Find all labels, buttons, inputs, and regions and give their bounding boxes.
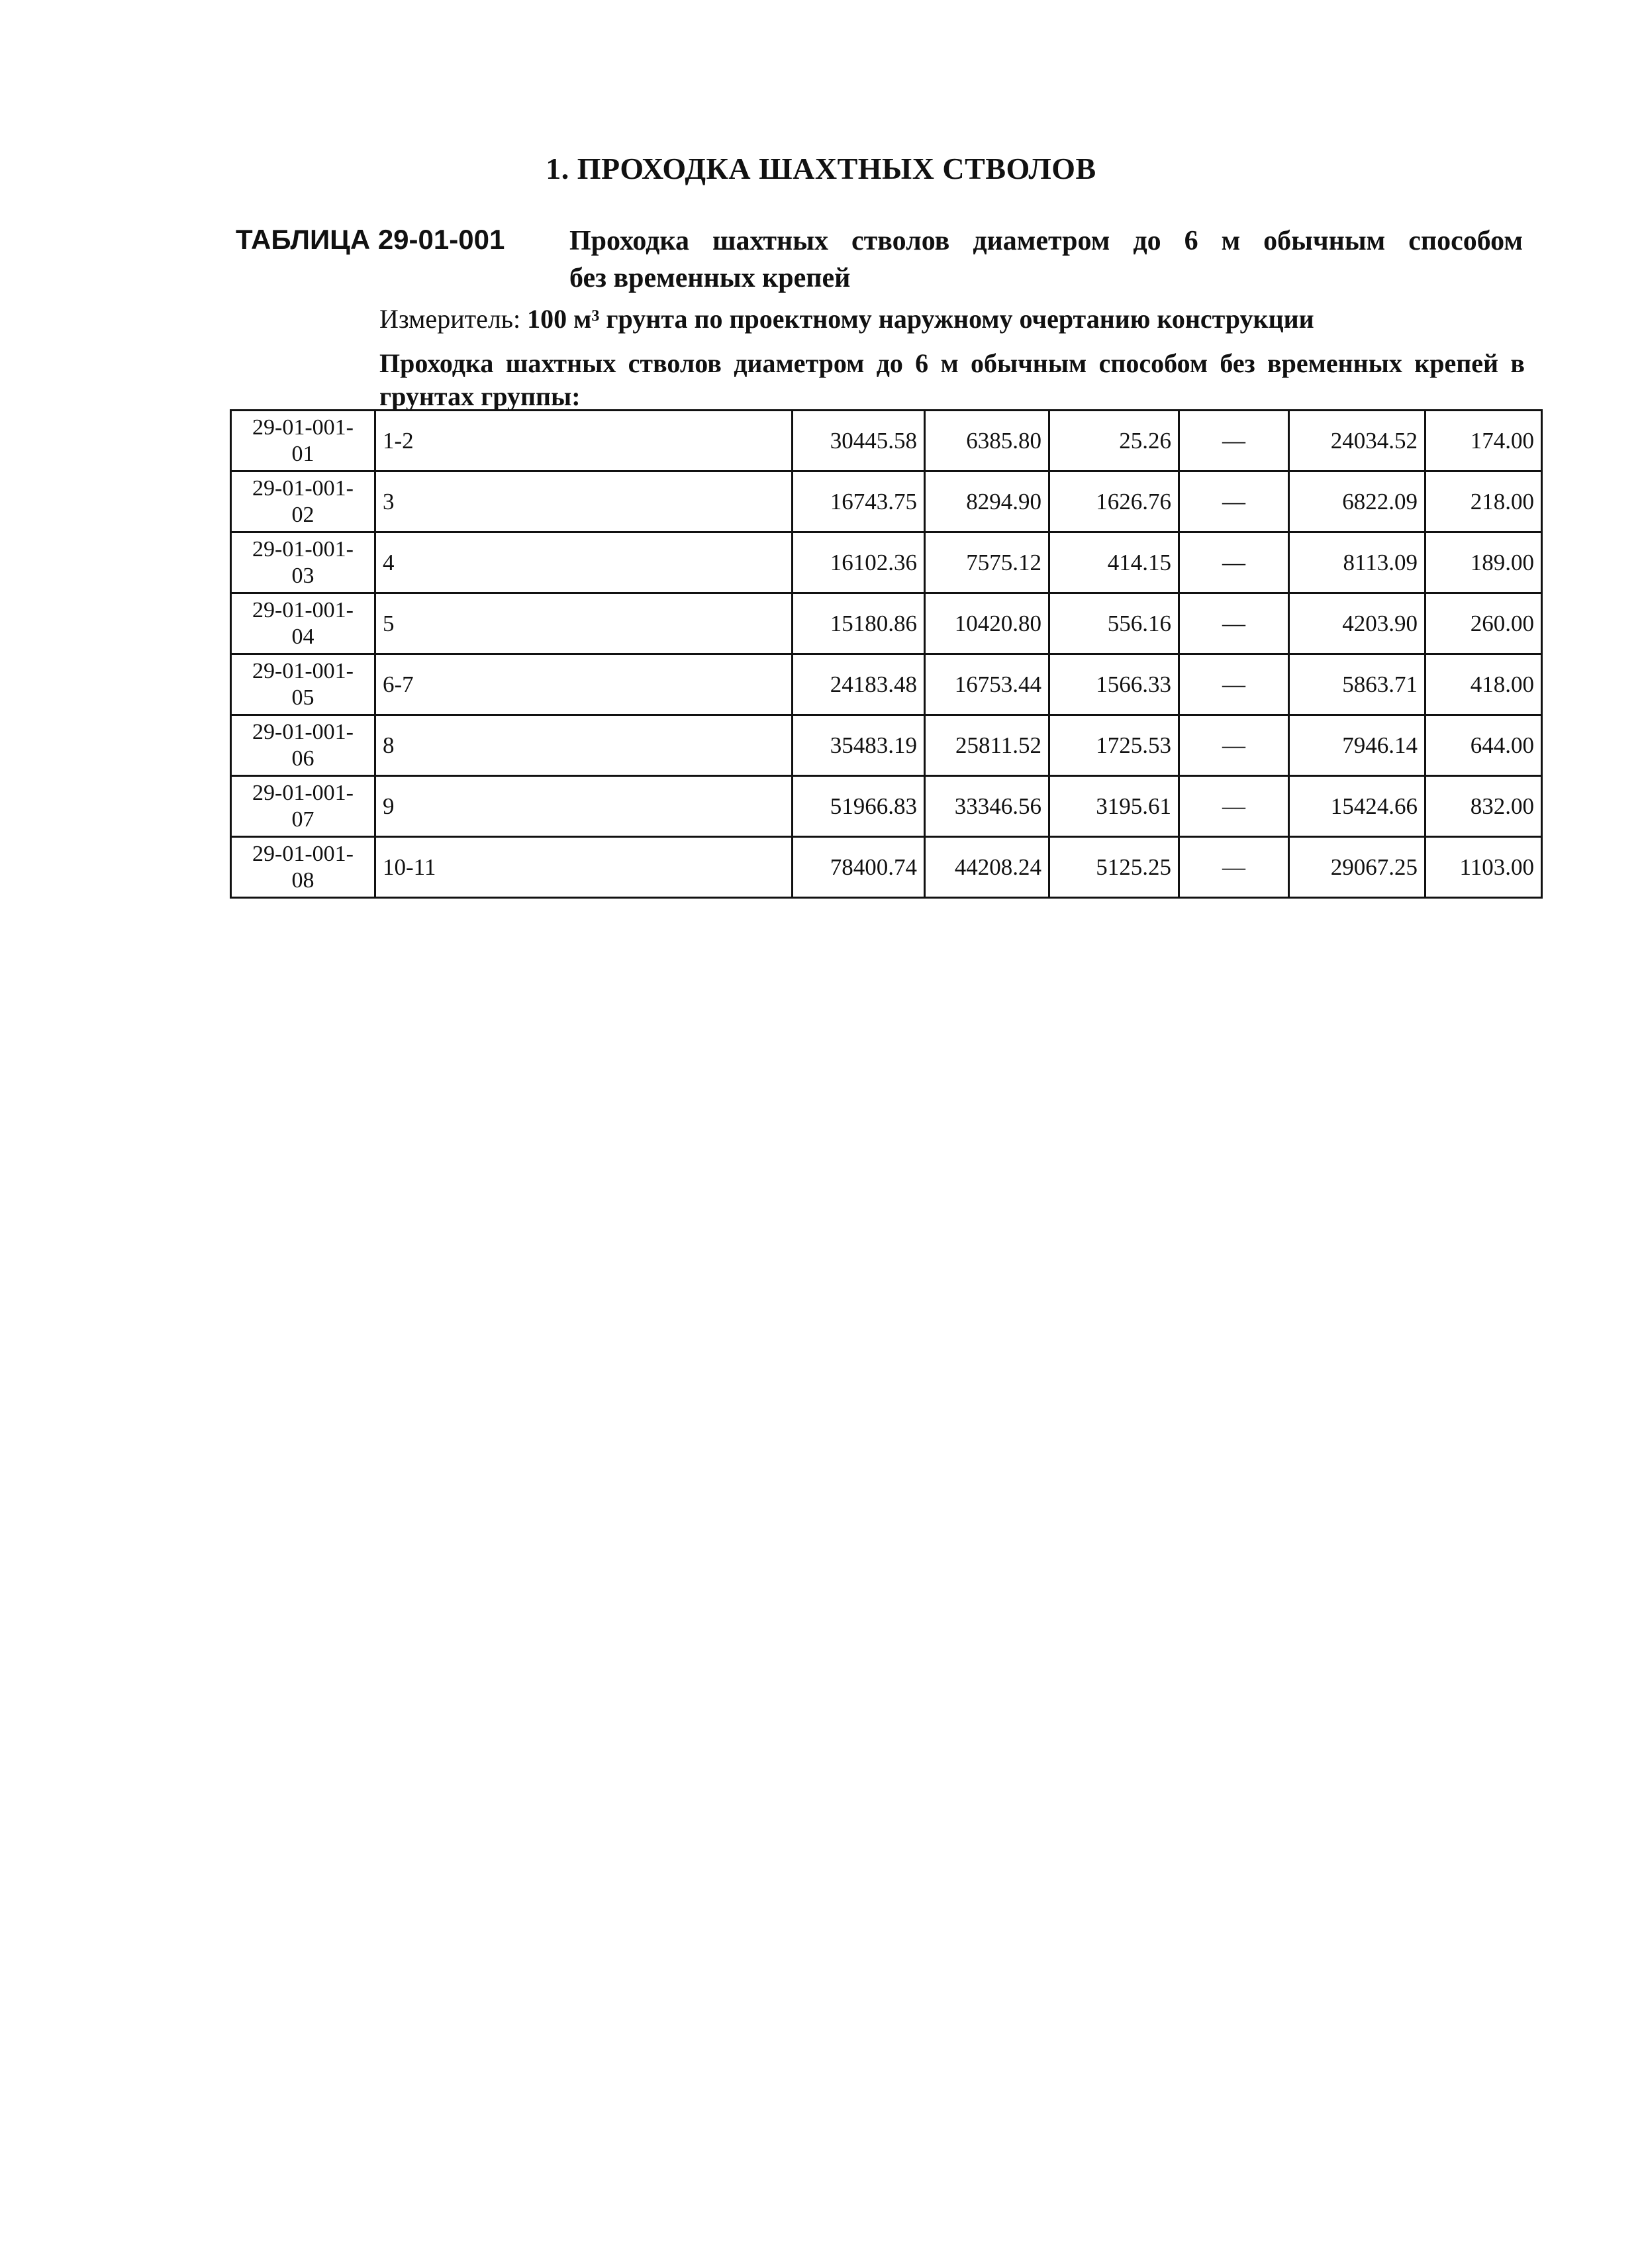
table-caption-line-2: без временных крепей [569,263,851,293]
value-cell-3: 25.26 [1049,411,1179,471]
value-cell-1: 35483.19 [793,715,925,776]
measure-line [379,303,1314,334]
soil-group-cell: 1-2 [375,411,793,471]
value-cell-3: 414.15 [1049,532,1179,593]
value-cell-6: 218.00 [1425,471,1542,532]
value-cell-5: 6822.09 [1289,471,1425,532]
value-cell-2: 44208.24 [925,837,1049,898]
code-prefix: 29-01-001- [252,597,354,622]
value-cell-6: 260.00 [1425,593,1542,654]
value-cell-1: 51966.83 [793,776,925,837]
measure-unit: 100 м³ грунта по проектному наружному очертанию конструкции [527,304,1314,334]
code-prefix: 29-01-001- [252,536,354,562]
code-prefix: 29-01-001- [252,719,354,744]
table-code: ТАБЛИЦА 29-01-001 [236,224,505,255]
norms-table-body [231,411,1542,898]
value-cell-6: 1103.00 [1425,837,1542,898]
soil-group-cell: 8 [375,715,793,776]
code-suffix: 07 [291,807,314,832]
value-cell-3: 3195.61 [1049,776,1179,837]
value-cell-2: 33346.56 [925,776,1049,837]
value-cell-4: — [1179,654,1289,715]
value-cell-1: 16102.36 [793,532,925,593]
measure-label: Измеритель: [379,304,521,334]
value-cell-1: 24183.48 [793,654,925,715]
subheading [379,347,1525,413]
code-suffix: 03 [291,563,314,588]
value-cell-6: 189.00 [1425,532,1542,593]
value-cell-3: 1626.76 [1049,471,1179,532]
value-cell-4: — [1179,776,1289,837]
code-suffix: 01 [291,441,314,466]
code-cell [231,776,375,837]
code-prefix: 29-01-001- [252,658,354,683]
soil-group-cell: 3 [375,471,793,532]
value-cell-5: 7946.14 [1289,715,1425,776]
value-cell-4: — [1179,411,1289,471]
code-suffix: 02 [291,502,314,527]
subheading-line-1: Проходка шахтных стволов диаметром до 6 м обычным способом без временных крепей в [379,348,1525,378]
value-cell-4: — [1179,593,1289,654]
soil-group-cell: 4 [375,532,793,593]
value-cell-4: — [1179,837,1289,898]
table-caption [569,222,1523,297]
code-cell [231,654,375,715]
table-row [231,532,1542,593]
value-cell-6: 418.00 [1425,654,1542,715]
code-prefix: 29-01-001- [252,475,354,501]
value-cell-1: 30445.58 [793,411,925,471]
soil-group-cell: 10-11 [375,837,793,898]
value-cell-1: 16743.75 [793,471,925,532]
soil-group-cell: 6-7 [375,654,793,715]
table-row [231,411,1542,471]
table-row [231,837,1542,898]
code-suffix: 05 [291,685,314,710]
value-cell-1: 15180.86 [793,593,925,654]
table-caption-line-1: Проходка шахтных стволов диаметром до 6 м обычным способом [569,226,1523,256]
code-cell [231,715,375,776]
code-prefix: 29-01-001- [252,841,354,866]
table-row [231,654,1542,715]
table-row [231,715,1542,776]
value-cell-3: 1725.53 [1049,715,1179,776]
value-cell-6: 832.00 [1425,776,1542,837]
value-cell-5: 8113.09 [1289,532,1425,593]
value-cell-2: 25811.52 [925,715,1049,776]
code-suffix: 08 [291,867,314,893]
value-cell-6: 174.00 [1425,411,1542,471]
value-cell-2: 16753.44 [925,654,1049,715]
soil-group-cell: 5 [375,593,793,654]
section-title: 1. ПРОХОДКА ШАХТНЫХ СТВОЛОВ [546,152,1096,185]
value-cell-1: 78400.74 [793,837,925,898]
code-prefix: 29-01-001- [252,415,354,440]
value-cell-5: 5863.71 [1289,654,1425,715]
value-cell-5: 15424.66 [1289,776,1425,837]
code-cell [231,532,375,593]
code-cell [231,593,375,654]
value-cell-3: 1566.33 [1049,654,1179,715]
table-row [231,593,1542,654]
subheading-line-2: грунтах группы: [379,381,581,411]
value-cell-2: 6385.80 [925,411,1049,471]
value-cell-4: — [1179,715,1289,776]
code-prefix: 29-01-001- [252,780,354,805]
value-cell-2: 7575.12 [925,532,1049,593]
code-suffix: 06 [291,746,314,771]
value-cell-5: 29067.25 [1289,837,1425,898]
value-cell-4: — [1179,471,1289,532]
value-cell-4: — [1179,532,1289,593]
value-cell-2: 10420.80 [925,593,1049,654]
value-cell-6: 644.00 [1425,715,1542,776]
code-cell [231,837,375,898]
table-row [231,776,1542,837]
norms-table [230,409,1543,899]
code-cell [231,471,375,532]
code-suffix: 04 [291,624,314,649]
code-cell [231,411,375,471]
value-cell-3: 556.16 [1049,593,1179,654]
value-cell-3: 5125.25 [1049,837,1179,898]
value-cell-5: 4203.90 [1289,593,1425,654]
value-cell-5: 24034.52 [1289,411,1425,471]
value-cell-2: 8294.90 [925,471,1049,532]
table-row [231,471,1542,532]
soil-group-cell: 9 [375,776,793,837]
